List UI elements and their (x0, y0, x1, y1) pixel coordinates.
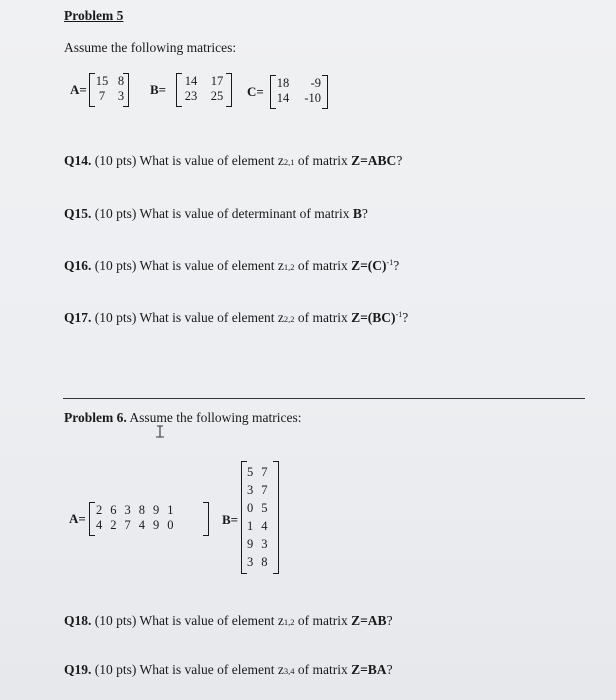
question-q15: Q15. (10 pts) What is value of determinant of matrix B? (64, 206, 368, 221)
question-q18: Q18. (10 pts) What is value of element z1,2 of matrix Z=AB? (64, 613, 393, 628)
section-divider (63, 398, 585, 399)
matrix-c: 18 -9 14 -10 (270, 75, 328, 109)
matrix-a2: 2 6 3 8 9 1 4 2 7 4 9 0 (89, 502, 209, 536)
matrix-a: 15 8 7 3 (89, 73, 129, 107)
matrix-b: 14 17 23 25 (176, 73, 232, 107)
matrix-a2-label: A= (69, 511, 86, 526)
problem-6-heading: Problem 6. Assume the following matrices: (64, 410, 302, 425)
matrix-b-label: B= (150, 82, 167, 97)
matrix-a-label: A= (70, 82, 87, 97)
question-q16: Q16. (10 pts) What is value of element z1,2 of matrix $Z=(C)^{-1}$? (64, 258, 400, 273)
cursor-icon (154, 425, 166, 444)
problem-5-intro: Assume the following matrices: (64, 40, 237, 55)
matrix-b2-label: B= (222, 512, 239, 527)
problem-5-title: Problem 5 (64, 8, 124, 23)
question-q17: Q17. (10 pts) What is value of element z2,2 of matrix Z=(BC)$^{-1}$? (64, 310, 409, 325)
question-q14: Q14. (10 pts) What is value of element z2,1 of matrix Z=ABC? (64, 153, 403, 168)
question-q19: Q19. (10 pts) What is value of element z3,4 of matrix Z=BA? (64, 662, 393, 677)
matrix-b2: 5 7 3 7 0 5 1 4 9 3 3 8 (241, 461, 279, 574)
matrix-c-label: C= (247, 84, 264, 99)
